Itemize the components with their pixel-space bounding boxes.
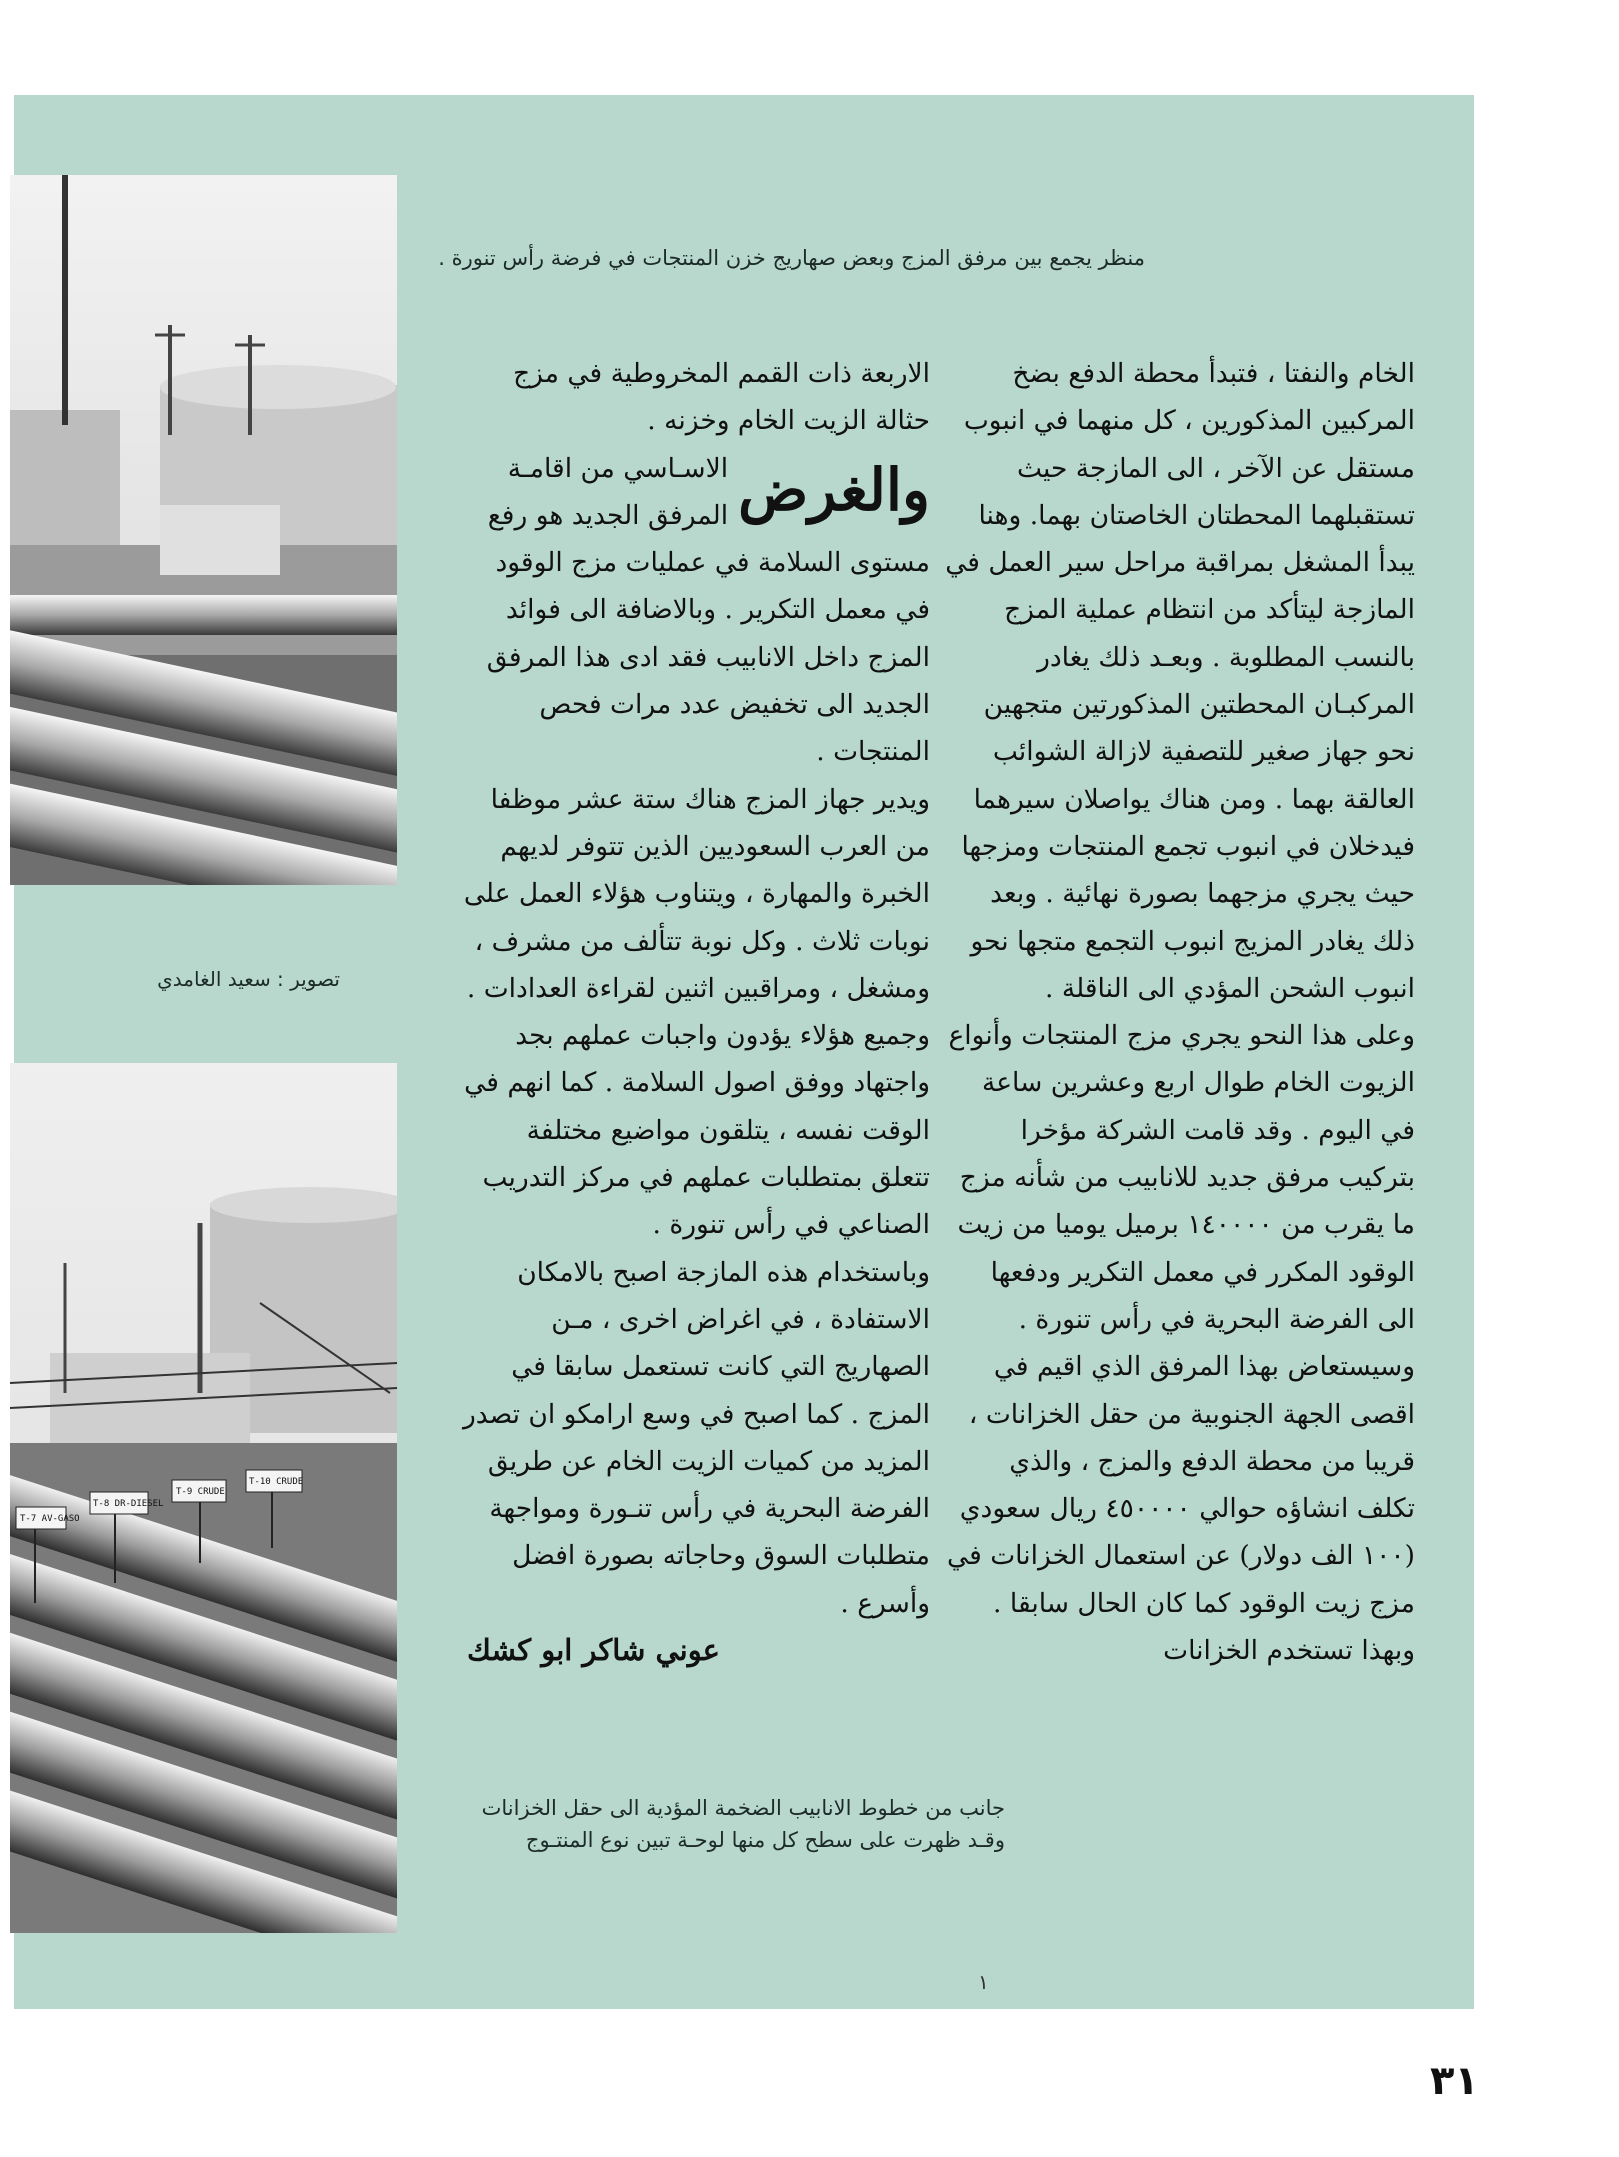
paragraph: وباستخدام هذه المازجة اصبح بالامكان الاستفادة ، في اغراض اخرى ، مـن الصهاريج التي كانت تستعمل سابقا في المزج . كما اصبح في وسع ارامكو ان تصدر المزيد من كميات الزيت الخام عن طريق الفرضة البحرية في رأس تنـورة ومواجهة متطلبات السوق وحاجاته بصورة افضل وأسرع . bbox=[462, 1256, 930, 1619]
paragraph: وعلى هذا النحو يجري مزج المنتجات وأنواع الزيوت الخام طوال اربع وعشرين ساعة في اليوم . وقد قامت الشركة مؤخرا بتركيب مرفق جديد للانابيب من شأنه مزج ما يقرب من ١٤٠٠٠٠ برميل يوميا من زيت الوقود المكرر في معمل التكرير ودفعها الى الفرضة البحرية في رأس تنورة . وسيستعاض بهذا المرفق الذي اقيم في اقصى الجهة الجنوبية من حقل الخزانات ، قريبا من محطة الدفع والمزج ، والذي تكلف انشاؤه حوالي ٤٥٠٠٠٠ ريال سعودي (١٠٠ الف دولار) عن استعمال الخزانات في مزج زيت الوقود كما كان الحال سابقا . وبهذا تستخدم الخزانات bbox=[947, 1020, 1415, 1667]
bottom-photo-caption bbox=[400, 1792, 1005, 1856]
paragraph: الاربعة ذات القمم المخروطية في مزج حثالة الزيت الخام وخزنه . bbox=[513, 358, 930, 437]
svg-text:T-8 DR-DIESEL: T-8 DR-DIESEL bbox=[93, 1499, 164, 1509]
separator-mark: ١ bbox=[978, 1970, 989, 1994]
article-column-right bbox=[945, 350, 1415, 1674]
caption-line: جانب من خطوط الانابيب الضخمة المؤدية الى حقل الخزانات bbox=[481, 1796, 1005, 1820]
blending-facility-photo bbox=[10, 175, 397, 885]
svg-text:T-10 CRUDE: T-10 CRUDE bbox=[249, 1477, 304, 1487]
paragraph bbox=[460, 445, 930, 776]
caption-line: وقـد ظهرت على سطح كل منها لوحـة تبين نوع المنتـوج bbox=[525, 1828, 1005, 1852]
paragraph-text: الاسـاسي من اقامـة المرفق الجديد هو رفع مستوى السلامة في عمليات مزج الوقود في معمل التكرير . وبالاضافة الى فوائد المزج داخل الانابيب فقد ادى هذا المرفق الجديد الى تخفيض عدد مرات فحص المنتجات . bbox=[486, 452, 930, 768]
svg-text:T-7 AV-GASO: T-7 AV-GASO bbox=[20, 1514, 80, 1524]
page-number: ٣١ bbox=[1430, 2058, 1479, 2104]
photo-credit: تصوير : سعيد الغامدي bbox=[157, 967, 340, 991]
author-byline: عوني شاكر ابو كشك bbox=[467, 1633, 720, 1668]
pipelines-photo bbox=[10, 1063, 397, 1933]
top-photo-caption: منظر يجمع بين مرفق المزج وبعض صهاريج خزن المنتجات في فرضة رأس تنورة . bbox=[438, 246, 1145, 270]
paragraph: الخام والنفتا ، فتبدأ محطة الدفع بضخ المركبين المذكورين ، كل منهما في انبوب مستقل عن الآخر ، الى المازجة حيث تستقبلهما المحطتان الخاصتان بهما. وهنا يبدأ المشغل بمراقبة مراحل سير العمل في المازجة ليتأكد من انتظام عملية المزج بالنسب المطلوبة . وبعـد ذلك يغادر المركبـان المحطتين المذكورتين متجهين نحو جهاز صغير للتصفية لازالة الشوائب العالقة بهما . ومن هناك يواصلان سيرهما فيدخلان في انبوب تجمع المنتجات ومزجها حيث يجري مزجهما بصورة نهائية . وبعد ذلك يغادر المزيج انبوب التجمع متجها نحو انبوب الشحن المؤدي الى الناقلة . bbox=[945, 358, 1415, 1004]
paragraph: ويدير جهاز المزج هناك ستة عشر موظفا من العرب السعوديين الذين تتوفر لديهم الخبرة والمهارة ، ويتناوب هؤلاء العمل على نوبات ثلاث . وكل نوبة تتألف من مشرف ، ومشغل ، ومراقبين اثنين لقراءة العدادات . وجميع هؤلاء يؤدون واجبات عملهم بجد واجتهاد ووفق اصول السلامة . كما انهم في الوقت نفسه ، يتلقون مواضيع مختلفة تتعلق بمتطلبات عملهم في مركز التدريب الصناعي في رأس تنورة . bbox=[463, 783, 930, 1241]
article-column-left bbox=[460, 350, 930, 1674]
svg-text:T-9 CRUDE: T-9 CRUDE bbox=[176, 1487, 225, 1497]
drop-cap: والغرض bbox=[738, 455, 930, 524]
